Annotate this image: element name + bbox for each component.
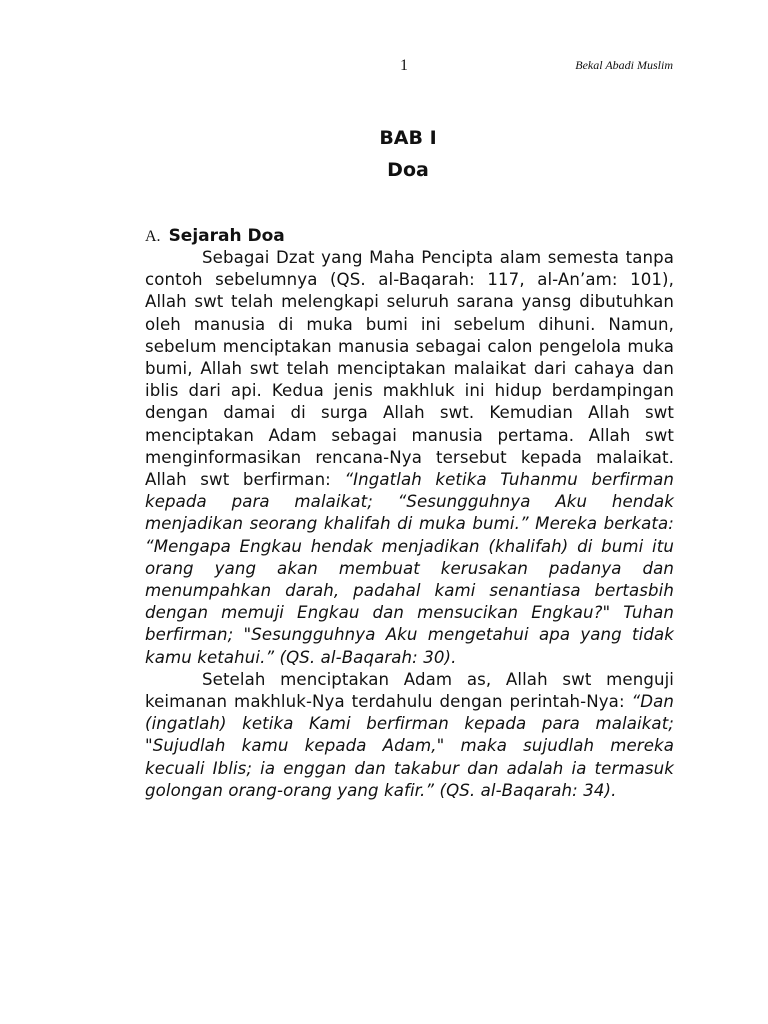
- running-title: Bekal Abadi Muslim: [575, 58, 673, 72]
- section-title: Sejarah Doa: [168, 226, 285, 246]
- paragraph-text: Setelah menciptakan Adam as, Allah swt menguji keimanan makhluk-Nya terdahulu dengan perintah-Nya:: [145, 669, 674, 712]
- chapter-label: BAB I: [379, 127, 437, 149]
- paragraph-text: Sebagai Dzat yang Maha Pencipta alam semesta tanpa contoh sebelumnya (QS. al-Baqarah: 117, al-An’am: 101), Allah swt telah melengkapi seluruh sarana yansg dibutuhkan oleh manusia di muka bumi ini sebelum dihuni. Namun, sebelum menciptakan manusia sebagai calon pengelola muka bumi, Allah swt telah menciptakan malaikat dari cahaya dan iblis dari api. Kedua jenis makhluk ini hidup berdampingan dengan damai di surga Allah swt. Kemudian Allah swt menciptakan Adam sebagai manusia pertama. Allah swt menginformasikan rencana-Nya tersebut kepada malaikat. Allah swt berfirman:: [145, 248, 674, 490]
- section-heading: [145, 226, 285, 246]
- paragraph: [145, 669, 674, 802]
- chapter-title: Doa: [387, 159, 429, 181]
- quran-quote: “Ingatlah ketika Tuhanmu berfirman kepada para malaikat; “Sesungguhnya Aku hendak menjadikan seorang khalifah di muka bumi.” Mereka berkata: “Mengapa Engkau hendak menjadikan (khalifah) di bumi itu orang yang akan membuat kerusakan padanya dan menumpahkan darah, padahal kami senantiasa bertasbih dengan memuji Engkau dan mensucikan Engkau?" Tuhan berfirman; "Sesungguhnya Aku mengetahui apa yang tidak kamu ketahui.” (QS. al-Baqarah: 30).: [145, 470, 674, 667]
- page-number: 1: [400, 57, 408, 74]
- body-text: [145, 247, 674, 802]
- paragraph: [145, 247, 674, 669]
- quran-quote: “Dan (ingatlah) ketika Kami berfirman kepada para malaikat; "Sujudlah kamu kepada Adam," maka sujudlah mereka kecuali Iblis; ia enggan dan takabur dan adalah ia termasuk golongan orang-orang yang kafir.” (QS. al-Baqarah: 34).: [145, 692, 674, 800]
- section-marker: A.: [145, 228, 161, 245]
